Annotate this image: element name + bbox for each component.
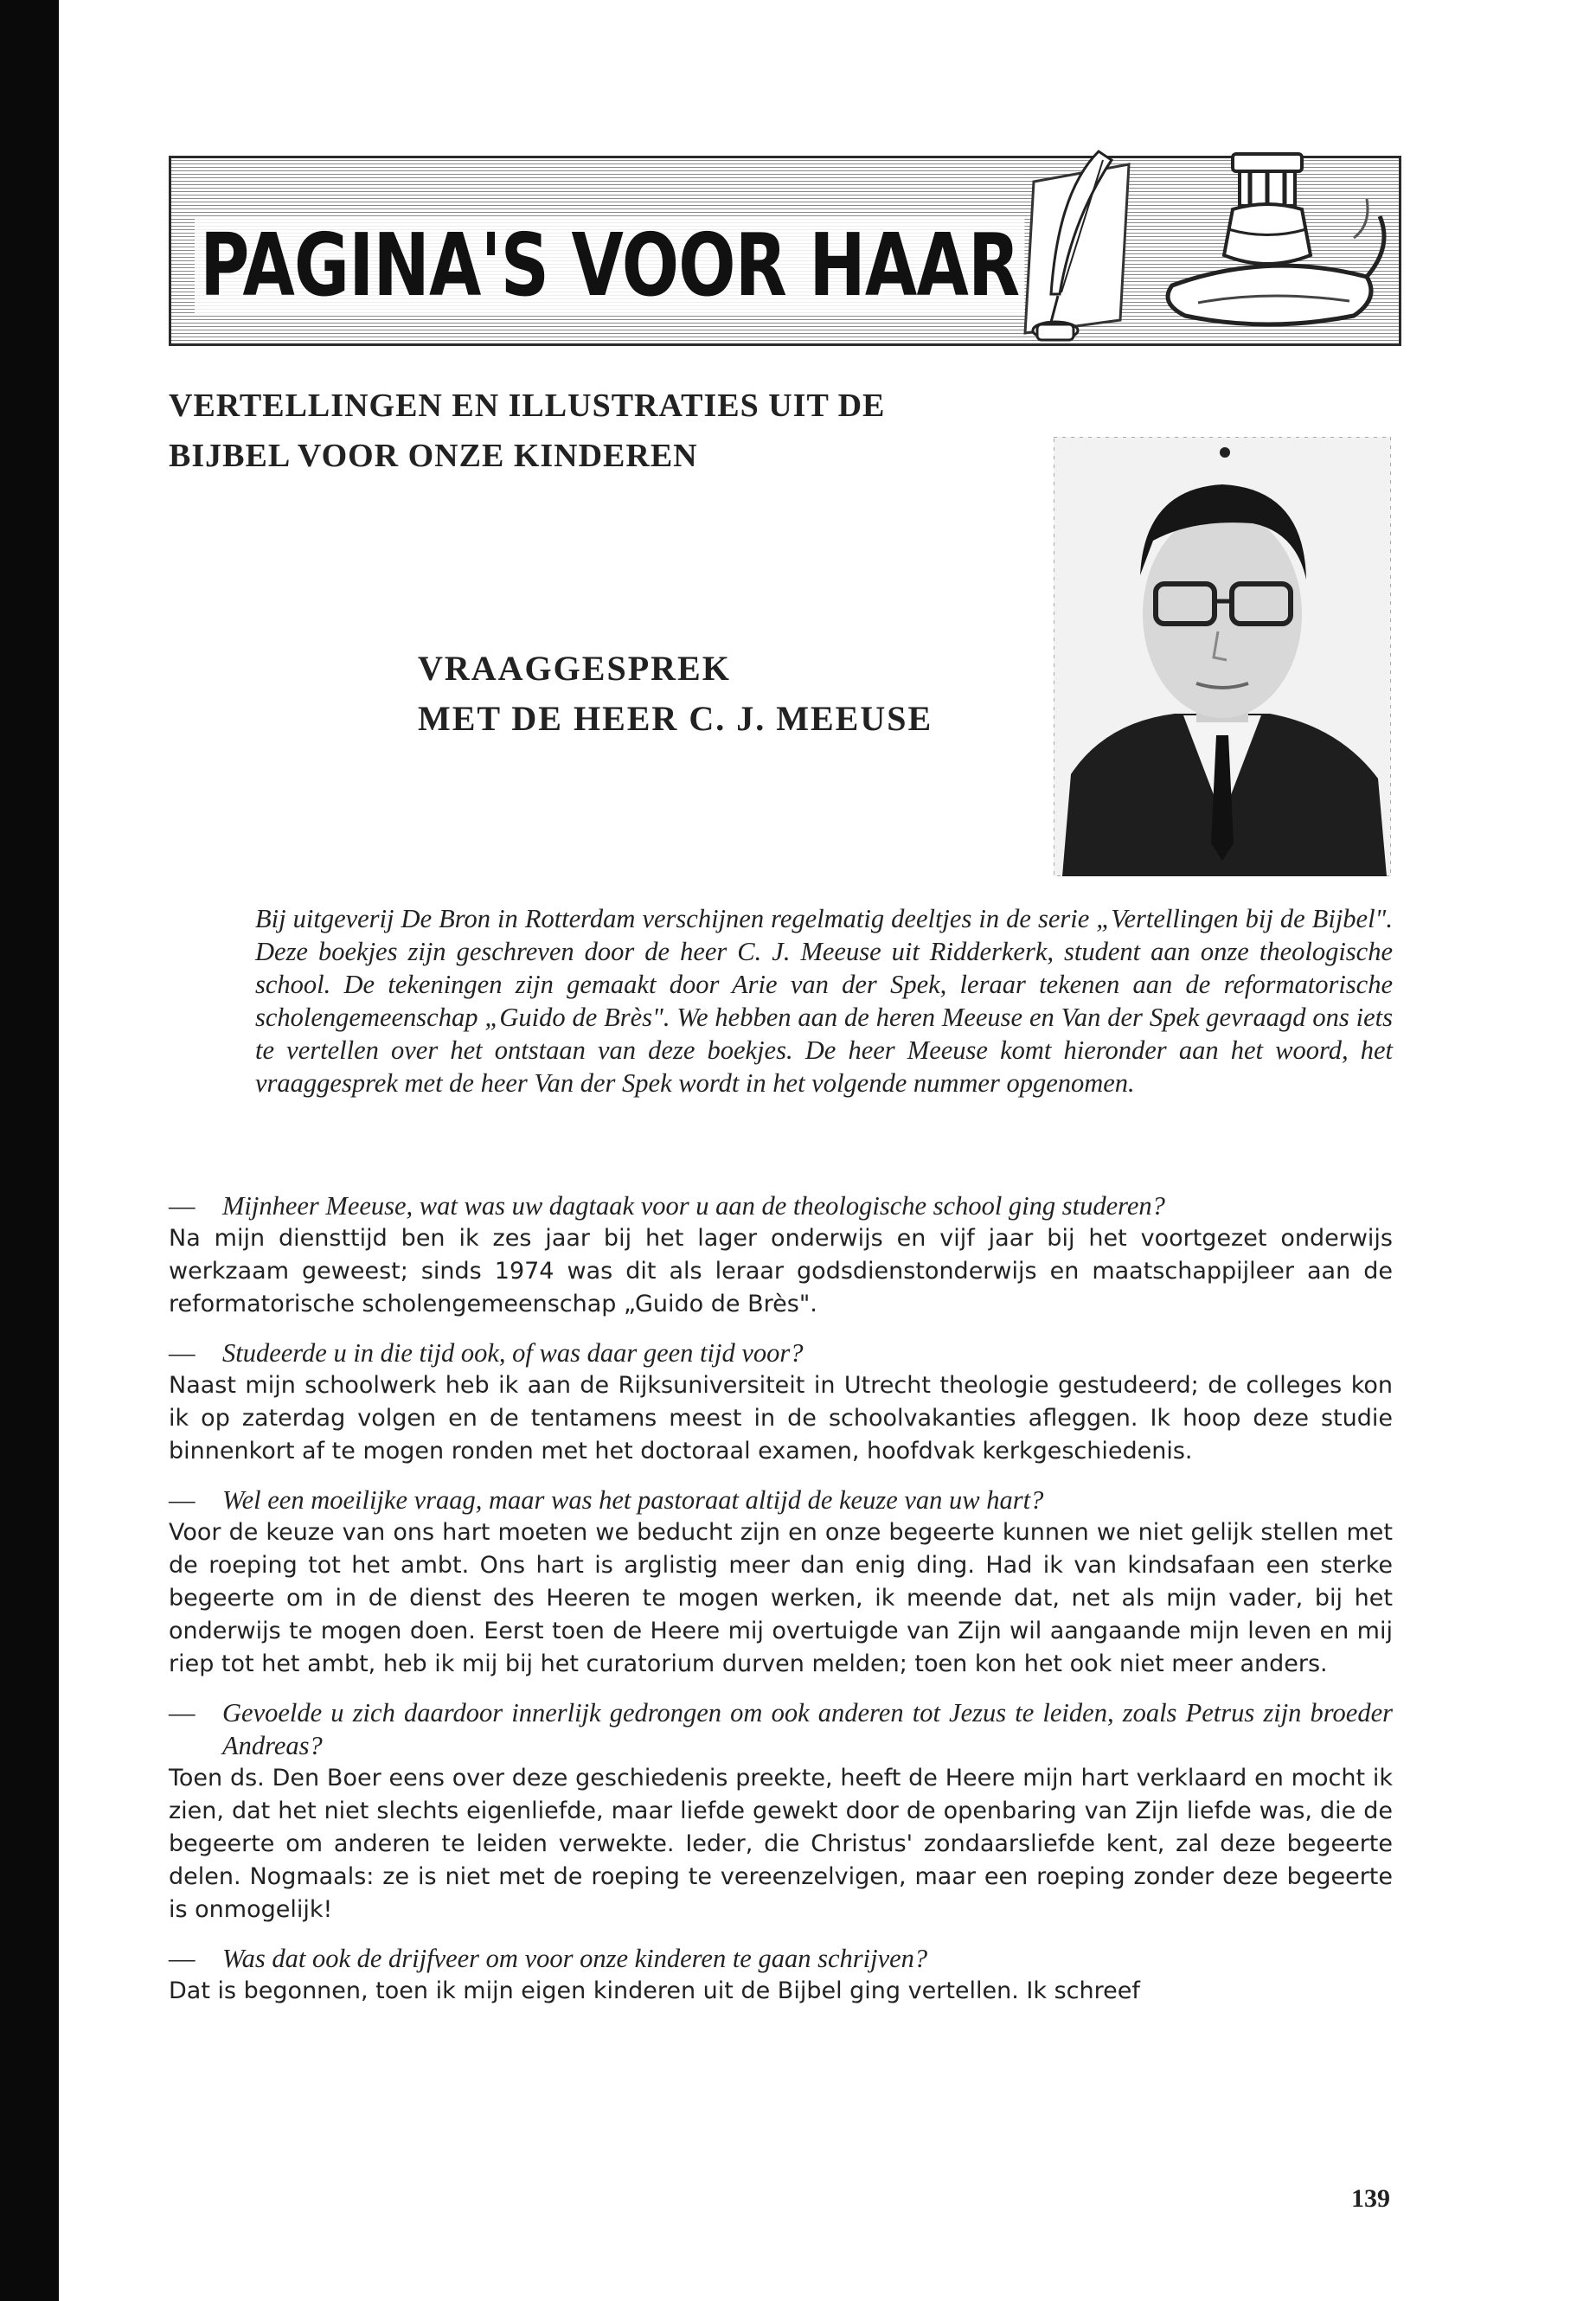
section-banner	[169, 147, 1401, 350]
oil-lamp-jar-icon	[1146, 147, 1401, 350]
page-number: 139	[1351, 2184, 1390, 2213]
interview-title-line1: VRAAGGESPREK	[418, 649, 731, 688]
question	[169, 1696, 1393, 1762]
question-dash: —	[169, 1485, 195, 1515]
question	[169, 1942, 1393, 1975]
answer: Toen ds. Den Boer eens over deze geschiedenis preekte, heeft de Heere mijn hart verklaard en mocht ik zien, dat het niet slechts eigenliefde, maar liefde gewekt door de openbaring van Zijn liefde was, die de begeerte om anderen te leiden verwekte. Ieder, die Christus' zondaarsliefde kent, zal deze begeerte delen. Nogmaals: ze is niet met de roeping te vereenzelvigen, maar een roeping zonder deze begeerte is onmogelijk!	[169, 1765, 1393, 1923]
qa-item	[169, 1484, 1393, 1681]
question	[169, 1484, 1393, 1516]
question-dash: —	[169, 1944, 195, 1973]
intro-paragraph: Bij uitgeverij De Bron in Rotterdam verschijnen regelmatig deeltjes in de serie „Vertellingen bij de Bijbel". Deze boekjes zijn geschreven door de heer C. J. Meeuse uit Ridderkerk, student aan onze theologische school. De tekeningen zijn gemaakt door Arie van der Spek, leraar tekenen aan de reformatorische scholengemeenschap „Guido de Brès". We hebben aan de heren Meeuse en Van der Spek gevraagd ons iets te vertellen over het ontstaan van deze boekjes. De heer Meeuse komt hieronder aan het woord, het vraaggesprek met de heer Van der Spek wordt in het volgende nummer opgenomen.	[255, 904, 1393, 1098]
quill-inkwell-icon	[1016, 147, 1138, 350]
qa-item	[169, 1696, 1393, 1926]
question	[169, 1336, 1393, 1369]
answer: Voor de keuze van ons hart moeten we beducht zijn en onze begeerte kunnen we niet gelijk stellen met de roeping tot het ambt. Ons hart is arglistig meer dan enig ding. Had ik van kindsafaan een sterke begeerte om in de dienst des Heeren te mogen werken, ik meende dat, net als mijn vader, bij het onderwijs te mogen doen. Eerst toen de Heere mij overtuigde van Zijn wil aangaande mijn leven en mij riep tot het ambt, heb ik mij bij het curatorium durven melden; toen kon het ook niet meer anders.	[169, 1519, 1393, 1677]
question-text: Wel een moeilijke vraag, maar was het pastoraat altijd de keuze van uw hart?	[222, 1485, 1044, 1515]
answer: Na mijn diensttijd ben ik zes jaar bij het lager onderwijs en vijf jaar bij het voortgezet onderwijs werkzaam geweest; sinds 1974 was dit als leraar godsdienstonderwijs en maatschappijleer aan de reformatorische scholengemeenschap „Guido de Brès".	[169, 1225, 1393, 1317]
page-edge-shadow	[0, 0, 59, 2301]
section-heading: VERTELLINGEN EN ILLUSTRATIES UIT DE BIJBEL VOOR ONZE KINDEREN	[169, 388, 886, 474]
interview-title-line2: MET DE HEER C. J. MEEUSE	[418, 699, 933, 738]
question-text: Studeerde u in die tijd ook, of was daar geen tijd voor?	[222, 1338, 804, 1368]
portrait-photo	[1054, 437, 1391, 876]
interview-qa	[169, 1189, 1393, 2023]
question-dash: —	[169, 1338, 195, 1368]
question-dash: —	[169, 1191, 195, 1221]
banner-title: PAGINA'S VOOR HAAR	[195, 218, 1025, 313]
qa-item	[169, 1942, 1393, 2008]
question-text: Gevoelde u zich daardoor innerlijk gedrongen om ook anderen tot Jezus te leiden, zoals Petrus zijn broeder Andreas?	[222, 1698, 1393, 1760]
qa-item	[169, 1336, 1393, 1468]
question-text: Was dat ook de drijfveer om voor onze kinderen te gaan schrijven?	[222, 1944, 928, 1973]
interview-title	[418, 644, 933, 744]
question-dash: —	[169, 1698, 195, 1727]
qa-item	[169, 1189, 1393, 1321]
answer: Dat is begonnen, toen ik mijn eigen kinderen uit de Bijbel ging vertellen. Ik schreef	[169, 1977, 1140, 2004]
question-text: Mijnheer Meeuse, wat was uw dagtaak voor u aan de theologische school ging studeren?	[222, 1191, 1165, 1221]
question	[169, 1189, 1393, 1222]
answer: Naast mijn schoolwerk heb ik aan de Rijksuniversiteit in Utrecht theologie gestudeerd; de colleges kon ik op zaterdag volgen en de tentamens meest in de schoolvakanties afleggen. Ik hoop deze studie binnenkort af te mogen ronden met het doctoraal examen, hoofdvak kerkgeschiedenis.	[169, 1372, 1393, 1465]
